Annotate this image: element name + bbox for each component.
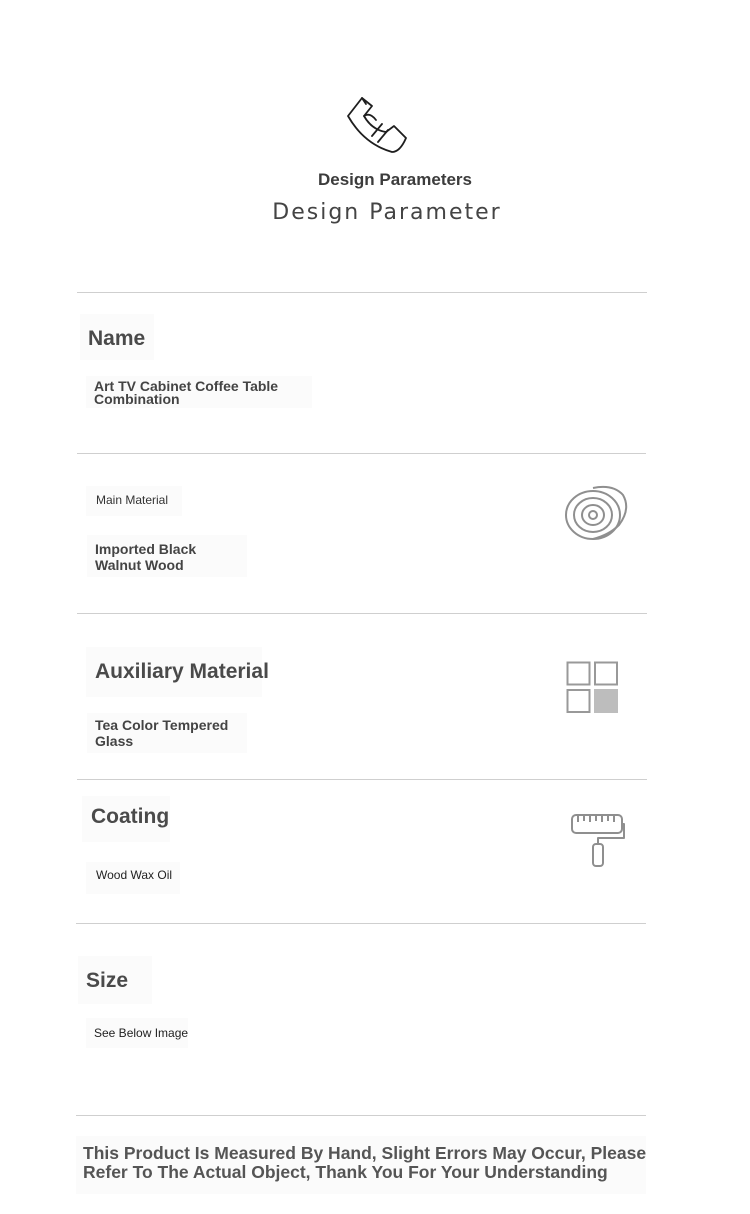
wood-log-icon	[563, 485, 629, 543]
disclaimer-note: This Product Is Measured By Hand, Slight Errors May Occur, Please Refer To The Actual Object, Thank You For Your Understanding	[83, 1143, 647, 1182]
divider	[77, 292, 647, 293]
divider	[77, 779, 647, 780]
divider	[76, 1115, 646, 1116]
page-title: Design Parameters	[317, 170, 473, 189]
main-material-label: Main Material	[96, 493, 169, 507]
divider	[77, 453, 646, 454]
size-label: Size	[86, 969, 129, 992]
auxiliary-material-label: Auxiliary Material	[95, 660, 269, 683]
grid-squares-icon	[566, 661, 620, 715]
name-label: Name	[88, 327, 146, 350]
divider	[77, 613, 647, 614]
tape-measure-icon	[342, 94, 410, 156]
size-value: See Below Image	[94, 1026, 189, 1040]
coating-label: Coating	[91, 805, 170, 828]
paint-roller-icon	[568, 812, 626, 870]
coating-value: Wood Wax Oil	[96, 868, 173, 882]
main-material-value: Imported Black Walnut Wood	[95, 541, 197, 573]
auxiliary-material-value: Tea Color Tempered Glass	[95, 717, 229, 749]
name-value: Art TV Cabinet Coffee Table Combination	[94, 378, 279, 407]
page-subtitle: Design Parameter	[272, 200, 502, 225]
divider	[76, 923, 646, 924]
